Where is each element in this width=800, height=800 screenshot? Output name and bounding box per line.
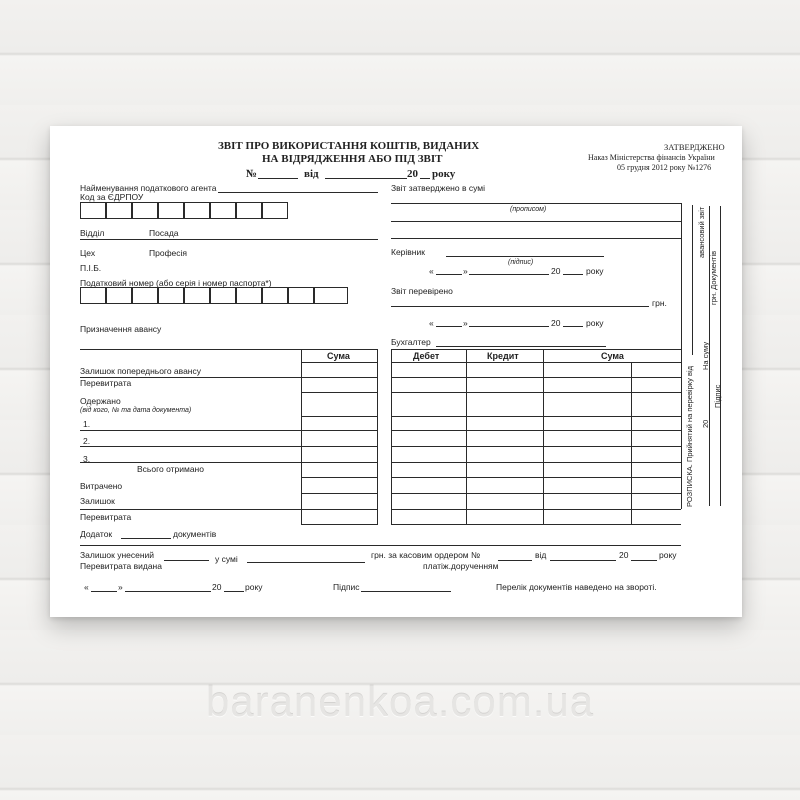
receipt-line: [692, 205, 693, 355]
right-table-divider: [466, 349, 467, 524]
balance-label: Залишок: [80, 496, 115, 506]
approved-sum-label: Звіт затверджено в сумі: [391, 183, 485, 193]
number-line: [258, 178, 298, 179]
from-label: від: [304, 168, 319, 180]
row-1-label: 1.: [83, 419, 91, 429]
uah-documents-label: грн. Документів: [709, 250, 718, 305]
right-table-line: [391, 377, 681, 378]
edrpou-cell[interactable]: [236, 202, 262, 219]
bottom-year-prefix: 20: [619, 550, 629, 560]
quote-open: «: [429, 266, 434, 276]
form-title-line1: ЗВІТ ПРО ВИКОРИСТАННЯ КОШТІВ, ВИДАНИХ: [218, 140, 480, 152]
tax-number-cell[interactable]: [288, 287, 314, 304]
year-line-1: [563, 274, 583, 275]
bottom-year-suffix-2: року: [245, 582, 263, 592]
attachment-line: [121, 538, 171, 539]
full-name-label: П.І.Б.: [80, 263, 102, 273]
agent-name-line: [218, 192, 378, 193]
tax-number-cell[interactable]: [210, 287, 236, 304]
approved-sum-line3: [391, 238, 681, 239]
prev-advance-label: Залишок попереднього авансу: [80, 366, 202, 376]
edrpou-cell[interactable]: [158, 202, 184, 219]
purpose-line: [80, 349, 378, 350]
tax-number-label: Податковий номер (або серія і номер паспорта*): [80, 278, 272, 288]
in-words-note: (прописом): [510, 206, 547, 213]
debit-header: Дебет: [413, 351, 440, 361]
checked-line: [391, 306, 649, 307]
payment-order-label: платіж.дорученням: [423, 561, 499, 571]
edrpou-cell[interactable]: [184, 202, 210, 219]
right-table-line: [391, 362, 681, 363]
head-signature-line: [446, 256, 604, 257]
edrpou-cell[interactable]: [106, 202, 132, 219]
table-line: [80, 446, 378, 447]
spent-label: Витрачено: [80, 481, 123, 491]
workshop-label: Цех: [80, 248, 96, 258]
received-label: Одержано: [80, 396, 121, 406]
right-table-line: [391, 462, 681, 463]
approval-title: ЗАТВЕРДЖЕНО: [664, 142, 725, 152]
cash-order-line: [498, 560, 532, 561]
agent-name-label: Найменування податкового агента: [80, 183, 217, 193]
edrpou-cell[interactable]: [80, 202, 106, 219]
tax-number-cell[interactable]: [132, 287, 158, 304]
year-line: [420, 178, 430, 179]
watermark: baranenkoa.com.ua: [205, 678, 595, 725]
bottom-month-line: [125, 591, 211, 592]
table-line: [301, 477, 378, 478]
table-line: [301, 392, 378, 393]
tax-number-cell[interactable]: [80, 287, 106, 304]
right-table-line: [391, 493, 681, 494]
right-table-left-edge: [391, 349, 392, 524]
year-prefix: 20: [407, 168, 418, 180]
date-line: [325, 178, 407, 179]
right-table-line: [391, 477, 681, 478]
right-table-top: [391, 349, 681, 350]
month-line-2: [469, 326, 549, 327]
left-table-right-edge: [377, 349, 378, 524]
bottom-signature-line: [361, 591, 451, 592]
head-signature-note: (підпис): [508, 259, 534, 266]
right-sum-header: Сума: [601, 351, 624, 361]
documents-label: документів: [173, 529, 217, 539]
credit-header: Кредит: [487, 351, 519, 361]
table-line: [301, 362, 378, 363]
year-suffix-2: року: [586, 318, 604, 328]
left-table-divider: [301, 349, 302, 524]
year-suffix-1: року: [586, 266, 604, 276]
on-sum-label: На суму: [701, 341, 710, 370]
bottom-quote-open: «: [84, 582, 89, 592]
in-sum-label: у сумі: [215, 554, 238, 564]
right-table-line: [391, 430, 681, 431]
approval-line2: 05 грудня 2012 року №1276: [617, 163, 712, 172]
overspend2-label: Перевитрата: [80, 512, 132, 522]
bottom-from-label: від: [535, 550, 547, 560]
head-label: Керівник: [391, 247, 425, 257]
tax-number-cell[interactable]: [262, 287, 288, 304]
position-label: Посада: [149, 228, 179, 238]
month-line: [469, 274, 549, 275]
bottom-year-prefix-2: 20: [212, 582, 222, 592]
tax-number-cell[interactable]: [106, 287, 132, 304]
bottom-year-line: [631, 560, 657, 561]
quote-close-2: »: [463, 318, 468, 328]
deposited-line: [164, 560, 209, 561]
year-line-2: [563, 326, 583, 327]
checked-label: Звіт перевірено: [391, 286, 453, 296]
bottom-day-line: [91, 591, 117, 592]
receipt-line-3: [720, 206, 721, 506]
number-sign: №: [246, 168, 258, 180]
tax-number-cell[interactable]: [314, 287, 348, 304]
docs-list-note: Перелік документів наведено на звороті.: [496, 582, 657, 592]
edrpou-cell[interactable]: [262, 202, 288, 219]
bottom-date-line: [550, 560, 616, 561]
edrpou-cell[interactable]: [132, 202, 158, 219]
receipt-signature-label: Підпис: [713, 384, 722, 408]
accountant-line: [436, 346, 606, 347]
right-table-line: [391, 524, 681, 525]
edrpou-label: Код за ЄДРПОУ: [80, 192, 144, 202]
sum-header: Сума: [327, 351, 350, 361]
year-prefix-1: 20: [551, 266, 561, 276]
table-line: [80, 462, 378, 463]
department-line: [80, 239, 378, 240]
overspend-label: Перевитрата: [80, 378, 132, 388]
in-sum-line: [247, 562, 365, 563]
right-table-divider: [543, 349, 544, 524]
year-suffix: року: [432, 168, 456, 180]
overspend-issued-label: Перевитрата видана: [80, 561, 162, 571]
bottom-signature-label: Підпис: [333, 582, 360, 592]
quote-close: »: [463, 266, 468, 276]
day-line: [436, 274, 462, 275]
receipt-separator: [681, 203, 682, 509]
receipt-title: РОЗПИСКА. Прийнятий на перевірку від: [685, 366, 694, 507]
form-title-line2: НА ВІДРЯДЖЕННЯ АБО ПІД ЗВІТ: [262, 153, 443, 165]
approval-line1: Наказ Міністерства фінансів України: [588, 153, 715, 162]
right-table-line: [391, 446, 681, 447]
received-note: (від кого, № та дата документа): [80, 407, 192, 414]
accountant-label: Бухгалтер: [391, 337, 431, 347]
row-3-label: 3.: [83, 454, 91, 464]
tax-number-cell[interactable]: [184, 287, 210, 304]
total-received-label: Всього отримано: [137, 464, 204, 474]
uah-label: грн.: [652, 298, 667, 308]
table-line: [80, 430, 378, 431]
right-table-line: [391, 392, 681, 393]
table-line: [80, 509, 378, 510]
quote-open-2: «: [429, 318, 434, 328]
balance-deposited-label: Залишок унесений: [80, 550, 155, 560]
day-line-2: [436, 326, 462, 327]
right-table-line: [391, 416, 681, 417]
row-2-label: 2.: [83, 436, 91, 446]
right-table-line: [391, 509, 681, 510]
approved-sum-line: [391, 203, 681, 204]
profession-label: Професія: [149, 248, 188, 258]
advance-report-label: авансовий звіт: [697, 206, 706, 258]
table-line: [301, 493, 378, 494]
approved-sum-line2: [391, 221, 681, 222]
department-label: Відділ: [80, 228, 105, 238]
attachment-label: Додаток: [80, 529, 113, 539]
table-line: [301, 416, 378, 417]
edrpou-cell[interactable]: [210, 202, 236, 219]
advance-purpose-label: Призначення авансу: [80, 324, 162, 334]
table-line: [301, 524, 378, 525]
tax-number-cell[interactable]: [236, 287, 262, 304]
bottom-quote-close: »: [118, 582, 123, 592]
bottom-year-suffix: року: [659, 550, 677, 560]
tax-number-cell[interactable]: [158, 287, 184, 304]
bottom-separator: [80, 545, 681, 546]
receipt-year-prefix: 20: [701, 419, 710, 428]
bottom-year-line-2: [224, 591, 244, 592]
right-table-divider: [631, 362, 632, 524]
year-prefix-2: 20: [551, 318, 561, 328]
cash-order-label: грн. за касовим ордером №: [371, 550, 481, 560]
